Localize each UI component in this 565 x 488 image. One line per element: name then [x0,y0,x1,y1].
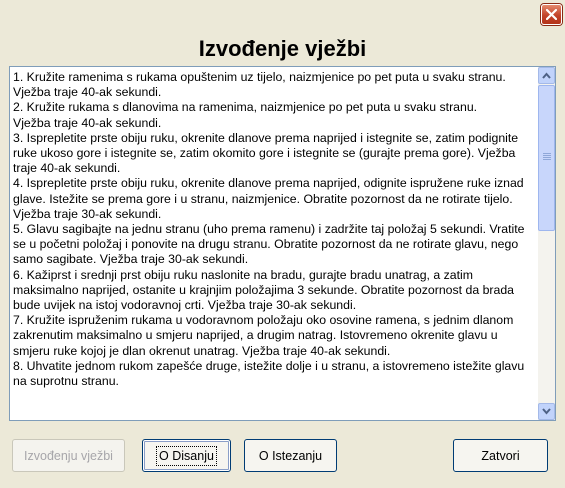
instruction-paragraph: 2. Kružite rukama s dlanovima na ramenima, naizmjenice po pet puta u svaku stranu. [13,100,478,115]
chevron-up-icon [542,72,551,79]
close-icon [546,9,557,20]
scroll-down-button[interactable] [538,403,555,420]
instructions-textbox[interactable] [9,66,556,421]
title-bar [0,0,565,30]
breathing-button[interactable] [142,439,231,472]
instruction-paragraph: 3. Isprepletite prste obiju ruku, okrenite dlanove prema naprijed i istegnite se, zatim podignite ruke ukoso gore i istegnite se, zatim okomito gore i istegnite se (gurajte prema gore). Vježba traje 40-ak sekundi. [13,130,519,176]
stretching-button-label: O Istezanju [258,448,323,463]
chevron-down-icon [542,408,551,415]
instruction-paragraph: 5. Glavu sagibajte na jednu stranu (uho prema ramenu) i zadržite taj položaj 5 sekundi. Vratite se u početni položaj i ponovite na drugu stranu. Obratite pozornost da ne rotirate glavu, nego samo sagibate. Vježba traje 30-ak sekundi. [13,222,525,267]
instruction-paragraph: 8. Uhvatite jednom rukom zapešće druge, istežite dolje i u stranu, a istovremeno istežite glavu na suprotnu stranu. [13,358,525,389]
scroll-up-button[interactable] [538,67,555,84]
vertical-scrollbar[interactable] [538,67,555,420]
instruction-paragraph: 1. Kružite ramenima s rukama opuštenim uz tijelo, naizmjenice po pet puta u svaku stranu. [13,70,506,84]
instruction-paragraph: Vježba traje 40-ak sekundi. [13,85,162,100]
instruction-paragraph: 7. Kružite ispruženim rukama u vodoravnom položaju oko osovine ramena, s jednim dlanom zakrenutim maksimalno u smjeru naprijed, a drugim natrag. Istovremeno okrenite glavu u smjeru ruke kojoj je dlan okrenut unatrag. Vježba traje 40-ak sekundi. [13,313,514,358]
exercise-button-label: Izvođenju vježbi [24,448,113,463]
instructions-text [13,70,535,418]
instruction-paragraph: 4. Isprepletite prste obiju ruku, okrenite dlanove prema naprijed, odignite ispružene ruke iznad glave. Istežite se prema gore i u stranu, naizmjenice. Obratite pozornost da ne rotirate tijelo. Vježba traje 30-ak sekundi. [13,176,524,221]
close-button[interactable] [541,4,562,25]
close-dialog-button-label: Zatvori [481,448,520,463]
instruction-paragraph: 6. Kažiprst i srednji prst obiju ruku naslonite na bradu, gurajte bradu unatrag, a zatim maksimalno naprijed, ostanite u krajnjim položajima 3 sekunde. Obratite pozornost da brada bude uvijek na istoj vodoravnoj crti. Vježba traje 30-ak sekundi. [13,267,515,313]
close-dialog-button[interactable] [453,439,548,472]
instruction-paragraph: Vježba traje 40-ak sekundi. [13,115,162,130]
scroll-thumb[interactable] [538,85,555,231]
stretching-button[interactable] [244,439,337,472]
grip-icon [543,153,551,161]
page-title: Izvođenje vježbi [198,36,367,61]
breathing-button-label: O Disanju [159,448,214,463]
exercise-button[interactable] [12,439,125,472]
